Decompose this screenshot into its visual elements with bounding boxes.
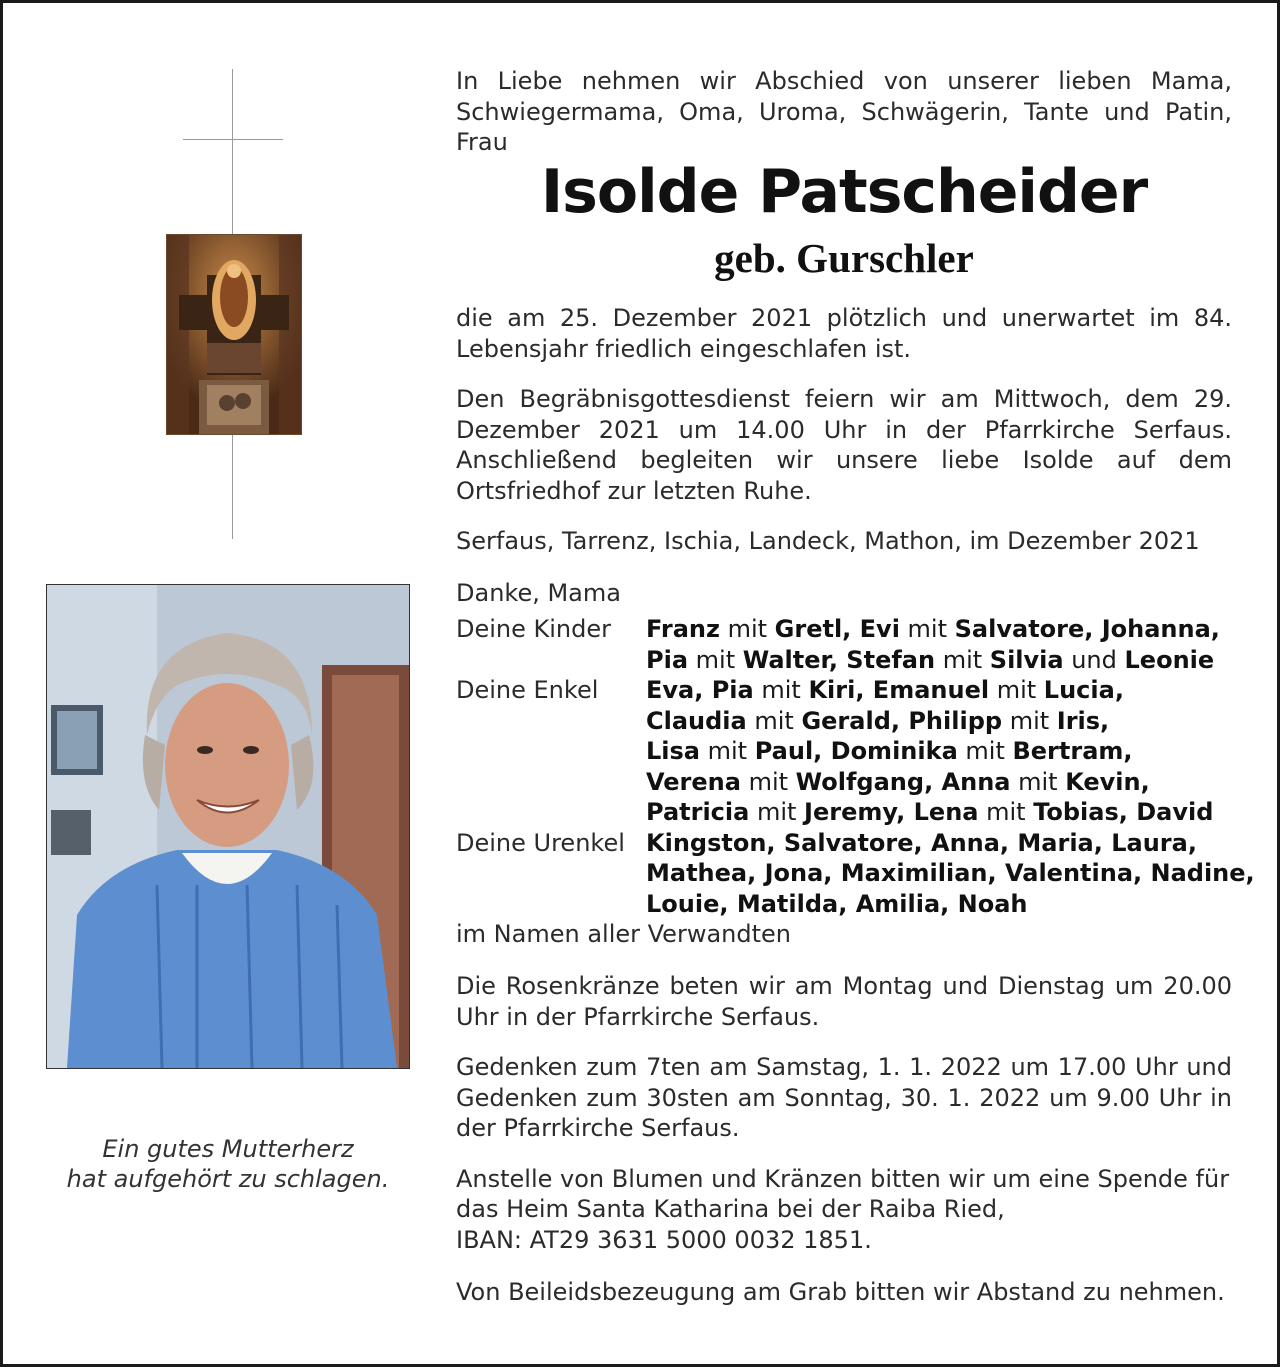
donation-line-2: das Heim Santa Katharina bei der Raiba Ried, (456, 1195, 1005, 1223)
condolence-text: Von Beileidsbezeugung am Grab bitten wir Abstand zu nehmen. (456, 1278, 1225, 1306)
grandchildren-label: Deine Enkel (456, 676, 599, 704)
funeral-text: Den Begräbnisgottesdienst feiern wir am Mittwoch, dem 29. Dezember 2021 um 14.00 Uhr in der Pfarrkirche Serfaus. Anschließend begleiten wir unsere liebe Isolde auf dem Ortsfriedhof zur letzten Ruhe. (456, 385, 1232, 505)
donation-iban: IBAN: AT29 3631 5000 0032 1851. (456, 1226, 872, 1254)
family-names: Lisa (646, 737, 700, 765)
thanks-text: Danke, Mama (456, 579, 621, 607)
family-names: Pia (646, 645, 689, 674)
relatives-text: im Namen aller Verwandten (456, 920, 791, 948)
quote-line-2: hat aufgehört zu schlagen. (66, 1165, 390, 1193)
family-line (646, 736, 1133, 767)
rosary-text: Die Rosenkränze beten wir am Montag und Dienstag um 20.00 Uhr in der Pfarrkirche Serfaus. (456, 972, 1232, 1031)
family-connector: mit (989, 676, 1044, 704)
family-names: Patricia (646, 798, 750, 826)
family-names: Iris, (1056, 706, 1110, 735)
family-line (646, 889, 1027, 920)
family-line (646, 675, 1124, 706)
family-connector: mit (719, 615, 775, 643)
family-names: Tobias, David (1033, 798, 1214, 826)
donation-line-1: Anstelle von Blumen und Kränzen bitten wir um eine Spende für (456, 1165, 1230, 1193)
family-names: Gerald, Philipp (801, 706, 1003, 735)
family-connector: und (1063, 645, 1125, 674)
family-names: Mathea, Jona, Maximilian, Valentina, Nadine, (646, 859, 1255, 887)
family-line (646, 706, 1109, 737)
family-connector: mit (1010, 767, 1066, 796)
family-connector: mit (746, 706, 802, 735)
family-names: Kevin, (1065, 767, 1150, 796)
quote-line-1: Ein gutes Mutterherz (102, 1135, 354, 1163)
family-names: Salvatore, Johanna, (954, 615, 1220, 643)
family-names: Kiri, Emanuel (808, 676, 990, 704)
family-names: Bertram, (1012, 737, 1133, 765)
family-names: Verena (646, 767, 741, 796)
intro-text: In Liebe nehmen wir Abschied von unserer lieben Mama, Schwiegermama, Oma, Uroma, Schwägerin, Tante und Patin, Frau (456, 67, 1232, 156)
family-names: Lucia, (1043, 676, 1124, 704)
family-connector: mit (978, 798, 1034, 826)
family-connector: mit (740, 767, 796, 796)
family-connector: mit (753, 676, 809, 704)
family-names: Franz (646, 615, 720, 643)
memorial-quote (23, 1134, 433, 1194)
family-connector: mit (899, 615, 955, 643)
greatgrandchildren-label: Deine Urenkel (456, 829, 625, 857)
family-names: Paul, Dominika (754, 737, 958, 765)
children-label: Deine Kinder (456, 615, 612, 643)
family-connector: mit (957, 737, 1013, 765)
family-connector: mit (688, 645, 743, 674)
family-connector: mit (1002, 706, 1057, 735)
family-names: Gretl, Evi (774, 615, 900, 643)
family-names: Leonie (1124, 645, 1215, 674)
family-line (646, 614, 1220, 645)
family-line (646, 645, 1214, 676)
maiden-name: geb. Gurschler (714, 235, 974, 281)
family-line (646, 858, 1255, 889)
memorial-text: Gedenken zum 7ten am Samstag, 1. 1. 2022 um 17.00 Uhr und Gedenken zum 30sten am Sonntag, 30. 1. 2022 um 9.00 Uhr in der Pfarrkirche Serfaus. (456, 1053, 1232, 1142)
family-names: Claudia (646, 706, 747, 735)
madonna-altar-image (166, 234, 302, 435)
family-names: Silvia (989, 645, 1064, 674)
family-names: Louie, Matilda, Amilia, Noah (646, 889, 1028, 918)
cross-horizontal-line (183, 139, 283, 140)
place-date: Serfaus, Tarrenz, Ischia, Landeck, Mathon, im Dezember 2021 (456, 527, 1200, 555)
family-names: Jeremy, Lena (804, 798, 979, 826)
family-connector: mit (700, 737, 755, 765)
family-names: Walter, Stefan (742, 645, 936, 674)
family-connector: mit (935, 645, 990, 674)
family-names: Kingston, Salvatore, Anna, Maria, Laura, (646, 828, 1197, 857)
family-line (646, 828, 1197, 859)
family-line (646, 767, 1150, 798)
family-names: Eva, Pia (646, 676, 754, 704)
family-line (646, 797, 1213, 828)
death-text: die am 25. Dezember 2021 plötzlich und unerwartet im 84. Lebensjahr friedlich eingeschlafen ist. (456, 304, 1232, 363)
portrait-photo (46, 584, 410, 1069)
family-names: Wolfgang, Anna (795, 767, 1011, 796)
family-connector: mit (749, 798, 805, 826)
deceased-name: Isolde Patscheider (540, 157, 1148, 227)
